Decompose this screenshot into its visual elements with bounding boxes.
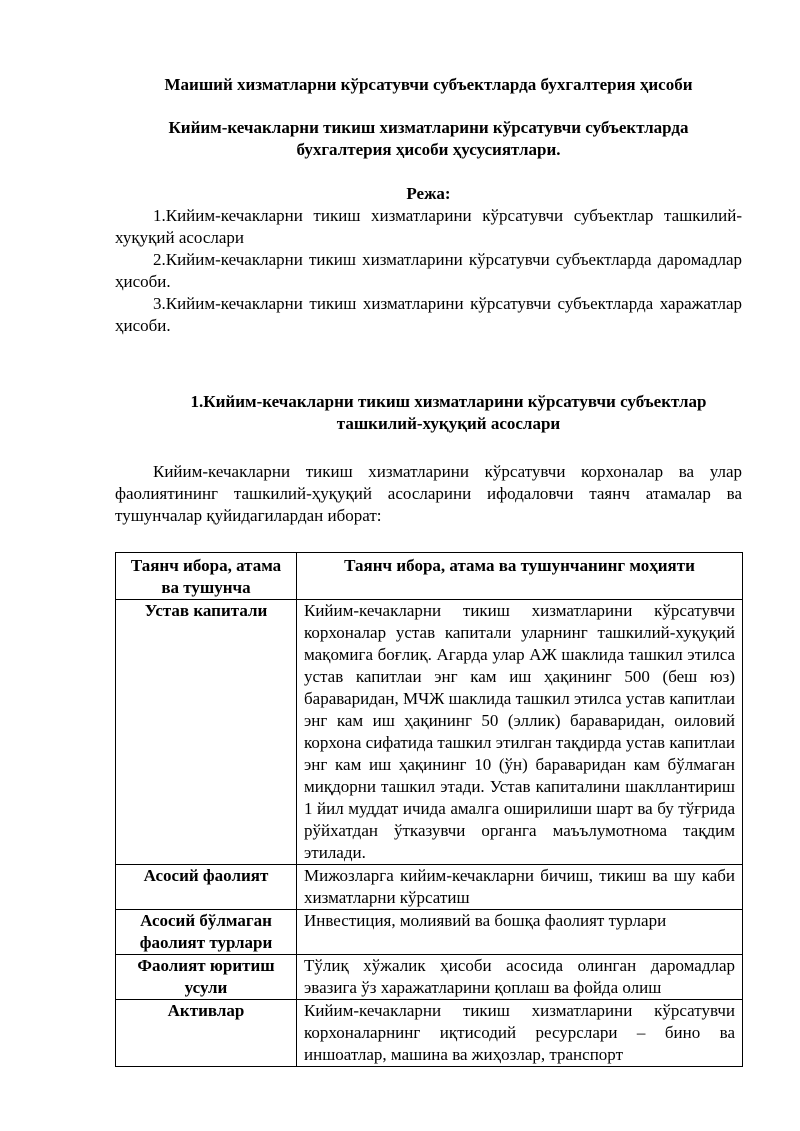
plan-item-2: 2.Кийим-кечакларни тикиш хизматларини кўрсатувчи субъектларда даромадлар ҳисоби. <box>115 250 742 291</box>
table-cell-term: Асосий фаолият <box>116 865 297 910</box>
terms-table <box>115 552 743 1067</box>
table-row <box>116 600 743 865</box>
table-row <box>116 865 743 910</box>
table-cell-term: Устав капитали <box>116 600 297 865</box>
table-cell-desc: Тўлиқ хўжалик ҳисоби асосида олинган даромадлар эвазига ўз харажатларини қоплаш ва фойда олиш <box>297 955 743 1000</box>
table-cell-desc: Кийим-кечакларни тикиш хизматларини кўрсатувчи корхоналарнинг иқтисодий ресурслари – бино ва иншоатлар, машина ва жиҳозлар, транспорт <box>297 1000 743 1067</box>
table-cell-term: Фаолият юритиш усули <box>116 955 297 1000</box>
table-header-meaning: Таянч ибора, атама ва тушунчанинг моҳияти <box>297 553 743 600</box>
table-cell-desc: Кийим-кечакларни тикиш хизматларини кўрсатувчи корхоналар устав капитали уларнинг ташкилий-хуқуқий мақомига боғлиқ. Агарда улар АЖ шаклида ташкил этилса устав капитлаи энг кам иш ҳақининг 500 (беш юз) бараваридан, МЧЖ шаклида ташкил этилса устав капитлаи энг кам иш ҳақининг 50 (эллик) бараваридан, оиловий корхона сифатида ташкил этилган тақдирда устав капитлаи энг кам иш ҳақининг 10 (ўн) бараваридан кам бўлмаган миқдорни ташкил этади. Устав капиталини шакллантириш 1 йил муддат ичида амалга оширилиши шарт ва бу тўғрида рўйхатдан ўтказувчи органга маъълумотнома тақдим этилади. <box>297 600 743 865</box>
table-row <box>116 1000 743 1067</box>
document-title: Маиший хизматларни кўрсатувчи субъектларда бухгалтерия ҳисоби <box>164 75 693 94</box>
plan-item-1: 1.Кийим-кечакларни тикиш хизматларини кўрсатувчи субъектлар ташкилий-хуқуқий асослари <box>115 206 742 247</box>
table-cell-desc: Инвестиция, молиявий ва бошқа фаолият турлари <box>297 910 743 955</box>
section-heading: 1.Кийим-кечакларни тикиш хизматларини кўрсатувчи субъектлар ташкилий-хуқуқий асослари <box>190 392 707 433</box>
table-row <box>116 910 743 955</box>
table-header-term: Таянч ибора, атама ва тушунча <box>116 553 297 600</box>
table-row <box>116 955 743 1000</box>
plan-heading: Режа: <box>406 184 451 203</box>
table-header-row <box>116 553 743 600</box>
table-cell-term: Активлар <box>116 1000 297 1067</box>
document-subtitle: Кийим-кечакларни тикиш хизматларини кўрсатувчи субъектларда бухгалтерия ҳисоби ҳусусиятлари. <box>168 118 689 159</box>
intro-paragraph: Кийим-кечакларни тикиш хизматларини кўрсатувчи корхоналар ва улар фаолиятининг ташкилий-ҳуқуқий асосларини ифодаловчи таянч атамалар ва тушунчалар қуйидагилардан иборат: <box>115 462 742 525</box>
plan-item-3: 3.Кийим-кечакларни тикиш хизматларини кўрсатувчи субъектларда харажатлар ҳисоби. <box>115 294 742 335</box>
table-cell-term: Асосий бўлмаган фаолият турлари <box>116 910 297 955</box>
document-page <box>115 74 742 1067</box>
table-cell-desc: Мижозларга кийим-кечакларни бичиш, тикиш ва шу каби хизматларни кўрсатиш <box>297 865 743 910</box>
